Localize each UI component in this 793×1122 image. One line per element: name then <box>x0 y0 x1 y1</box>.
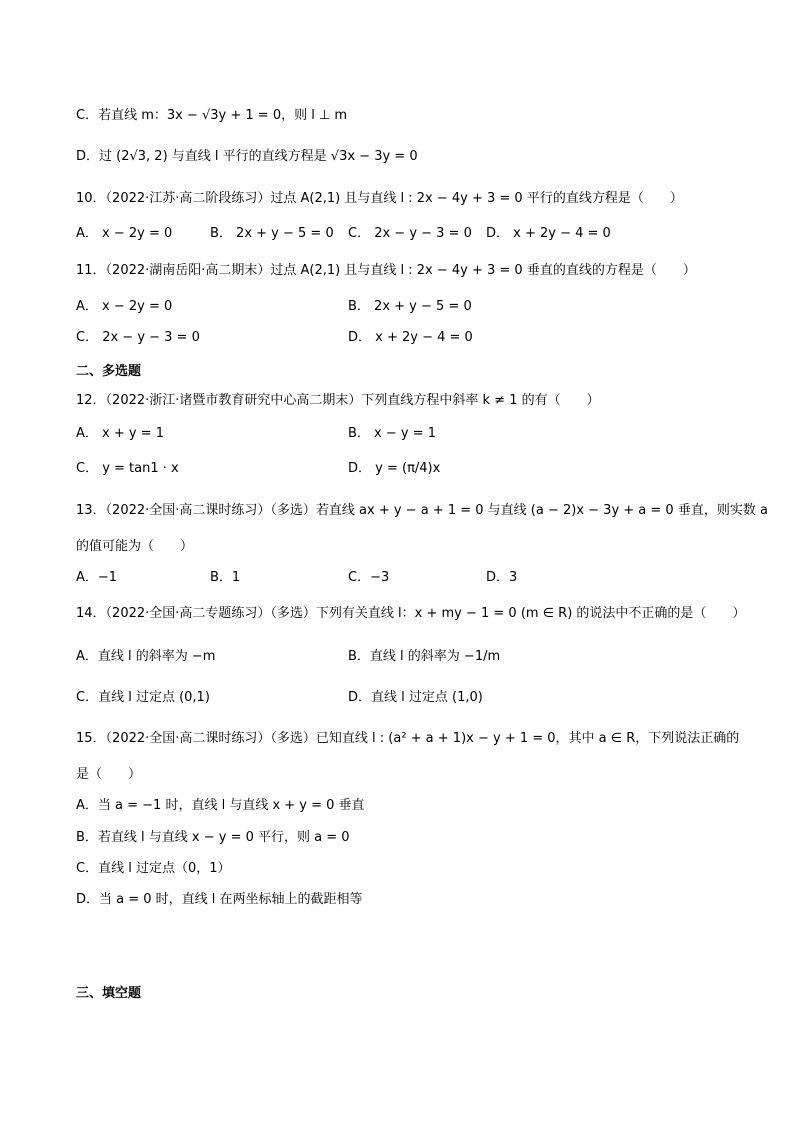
q11-option-b: B． 2x + y − 5 = 0 <box>348 299 472 314</box>
q13-option-b: B．1 <box>210 570 241 585</box>
q15-option-d: D．当 a = 0 时，直线 l 在两坐标轴上的截距相等 <box>76 892 363 907</box>
section-heading-multi-choice: 二、多选题 <box>76 364 142 379</box>
q10-option-c: C． 2x − y − 3 = 0 <box>348 226 472 241</box>
q13-stem-line2: 的值可能为（ ） <box>76 539 194 554</box>
q14-option-a: A．直线 l 的斜率为 −m <box>76 649 216 664</box>
q12-option-a: A． x + y = 1 <box>76 426 164 441</box>
section-heading-fill-in: 三、填空题 <box>76 986 142 1001</box>
q14-option-b: B．直线 l 的斜率为 −1/m <box>348 649 501 664</box>
q13-option-c: C．−3 <box>348 570 390 585</box>
q15-option-c: C．直线 l 过定点（0，1） <box>76 861 231 876</box>
q15-option-a: A．当 a = −1 时，直线 l 与直线 x + y = 0 垂直 <box>76 798 365 813</box>
option-c-prev: C．若直线 m：3x − √3y + 1 = 0，则 l ⊥ m <box>76 108 348 123</box>
q14-stem: 14．（2022·全国·高二专题练习）（多选）下列有关直线 l：x + my − 1 = 0 (m ∈ R) 的说法中不正确的是（ ） <box>76 606 746 621</box>
q12-option-b: B． x − y = 1 <box>348 426 437 441</box>
q15-option-b: B．若直线 l 与直线 x − y = 0 平行，则 a = 0 <box>76 830 350 845</box>
option-d-prev: D．过 (2√3, 2) 与直线 l 平行的直线方程是 √3x − 3y = 0 <box>76 149 418 164</box>
q10-option-a: A． x − 2y = 0 <box>76 226 173 241</box>
q15-stem-line2: 是（ ） <box>76 767 142 782</box>
q13-option-d: D．3 <box>486 570 518 585</box>
q12-option-c: C． y = tan1 · x <box>76 461 179 476</box>
q14-option-c: C．直线 l 过定点 (0,1) <box>76 690 210 705</box>
q11-option-a: A． x − 2y = 0 <box>76 299 173 314</box>
q11-option-d: D． x + 2y − 4 = 0 <box>348 330 473 345</box>
q10-stem: 10．（2022·江苏·高二阶段练习）过点 A(2,1) 且与直线 l : 2x − 4y + 3 = 0 平行的直线方程是（ ） <box>76 191 683 206</box>
q15-stem-line1: 15．（2022·全国·高二课时练习）（多选）已知直线 l : (a² + a + 1)x − y + 1 = 0，其中 a ∈ R，下列说法正确的 <box>76 731 740 746</box>
q12-option-d: D． y = (π/4)x <box>348 461 441 476</box>
q10-option-d: D． x + 2y − 4 = 0 <box>486 226 611 241</box>
q10-option-b: B． 2x + y − 5 = 0 <box>210 226 334 241</box>
q13-option-a: A．−1 <box>76 570 118 585</box>
q14-option-d: D．直线 l 过定点 (1,0) <box>348 690 483 705</box>
q12-stem: 12．（2022·浙江·诸暨市教育研究中心高二期末）下列直线方程中斜率 k ≠ 1 的有（ ） <box>76 393 600 408</box>
q11-option-c: C． 2x − y − 3 = 0 <box>76 330 200 345</box>
q13-stem-line1: 13．（2022·全国·高二课时练习）（多选）若直线 ax + y − a + 1 = 0 与直线 (a − 2)x − 3y + a = 0 垂直，则实数 a <box>76 503 768 518</box>
q11-stem: 11．（2022·湖南岳阳·高二期末）过点 A(2,1) 且与直线 l : 2x − 4y + 3 = 0 垂直的直线的方程是（ ） <box>76 263 696 278</box>
